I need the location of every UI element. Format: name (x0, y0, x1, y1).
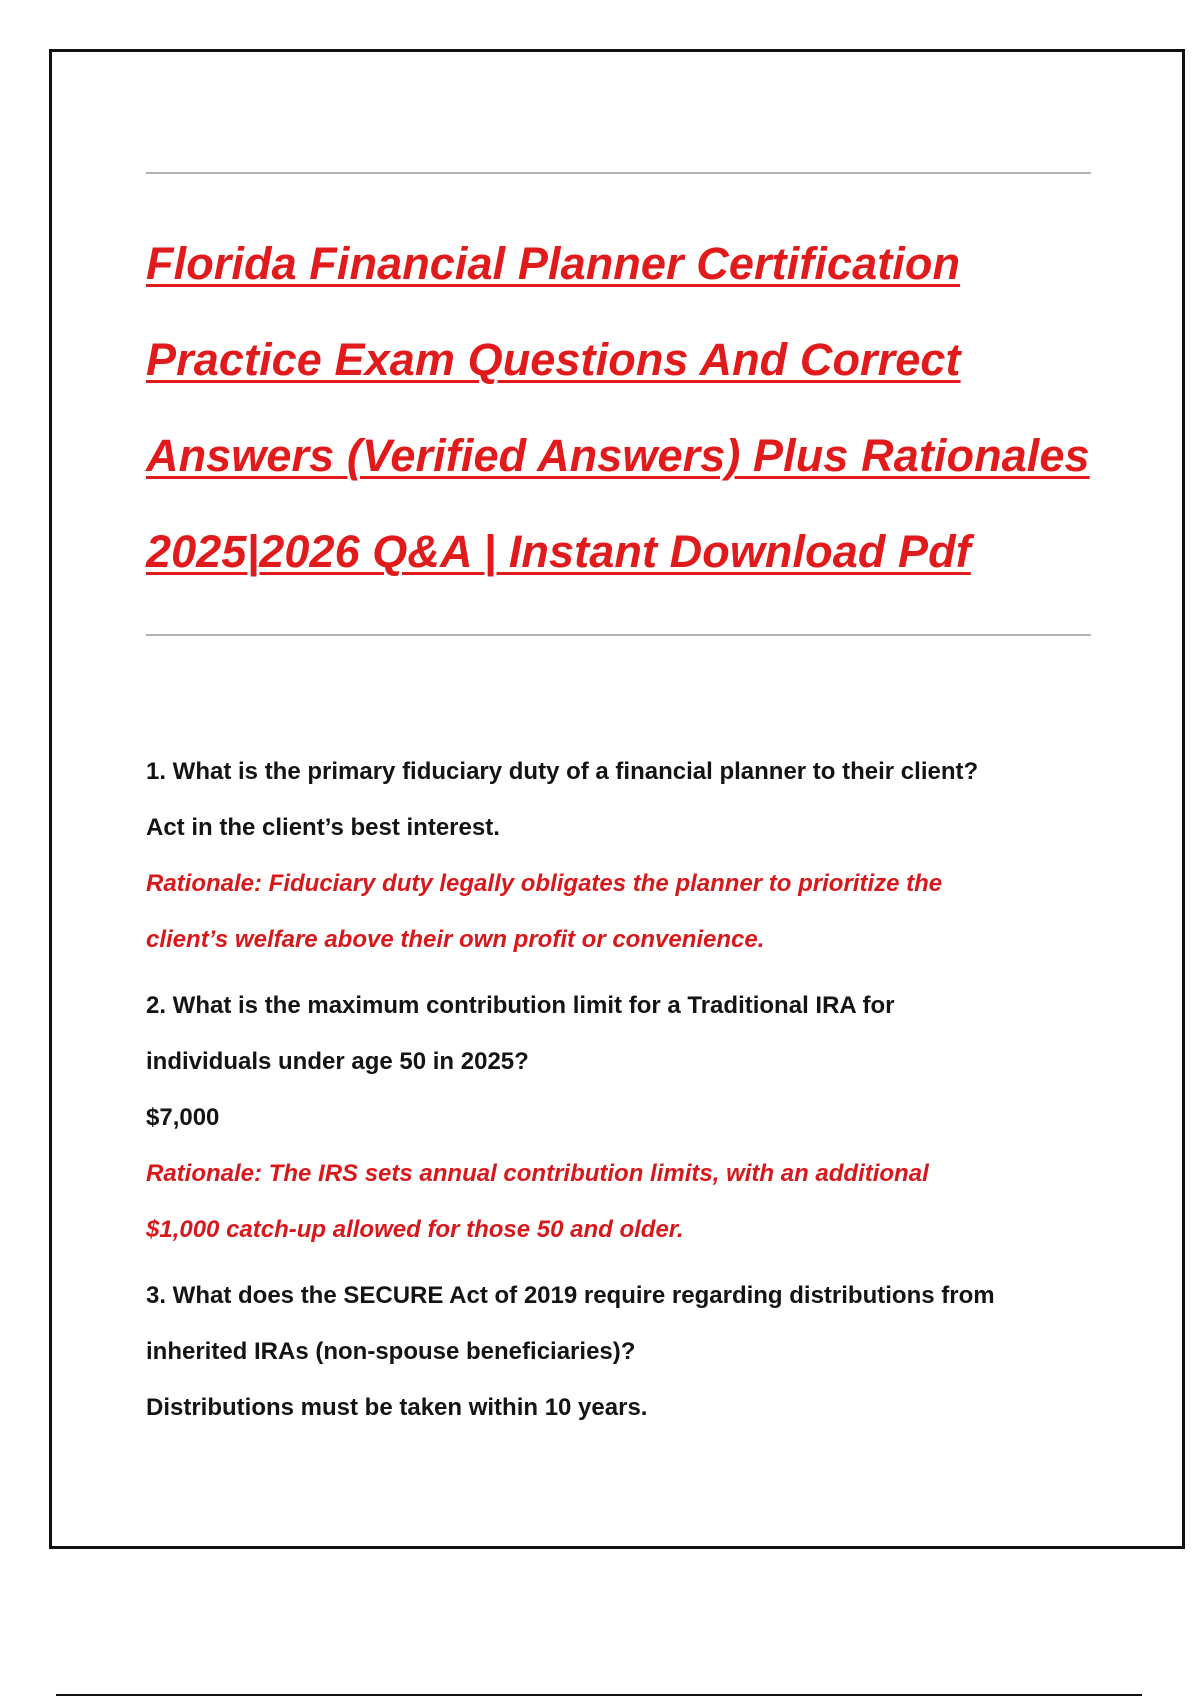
document-content (146, 172, 1091, 1438)
question-text: inherited IRAs (non-spouse beneficiaries)? (146, 1338, 636, 1365)
rationale-text: Rationale: Fiduciary duty legally obligates the planner to prioritize the (146, 870, 943, 897)
question-text: 1. What is the primary fiduciary duty of a financial planner to their client? (146, 758, 979, 785)
bottom-border-rule (56, 1694, 1142, 1696)
question-gap (146, 1260, 1091, 1268)
title-line-4: 2025|2026 Q&A | Instant Download Pdf (146, 526, 971, 577)
title-line-3: Answers (Verified Answers) Plus Rationales (146, 430, 1090, 481)
answer-text: Distributions must be taken within 10 years. (146, 1394, 648, 1421)
rationale-text: $1,000 catch-up allowed for those 50 and older. (146, 1216, 684, 1243)
question-gap (146, 970, 1091, 978)
question-item-3 (146, 1268, 1091, 1436)
question-text: 2. What is the maximum contribution limit for a Traditional IRA for (146, 992, 895, 1019)
title-top-divider (146, 172, 1091, 174)
rationale-text: client’s welfare above their own profit or convenience. (146, 926, 765, 953)
document-title (146, 216, 1091, 600)
question-text: 3. What does the SECURE Act of 2019 require regarding distributions from (146, 1282, 995, 1309)
question-item-2 (146, 978, 1091, 1258)
question-list (146, 744, 1091, 1436)
question-text: individuals under age 50 in 2025? (146, 1048, 529, 1075)
title-bottom-divider (146, 634, 1091, 636)
title-line-2: Practice Exam Questions And Correct (146, 334, 961, 385)
question-item-1 (146, 744, 1091, 968)
rationale-text: Rationale: The IRS sets annual contribution limits, with an additional (146, 1160, 929, 1187)
answer-text: $7,000 (146, 1104, 220, 1131)
title-line-1: Florida Financial Planner Certification (146, 238, 961, 289)
answer-text: Act in the client’s best interest. (146, 814, 500, 841)
